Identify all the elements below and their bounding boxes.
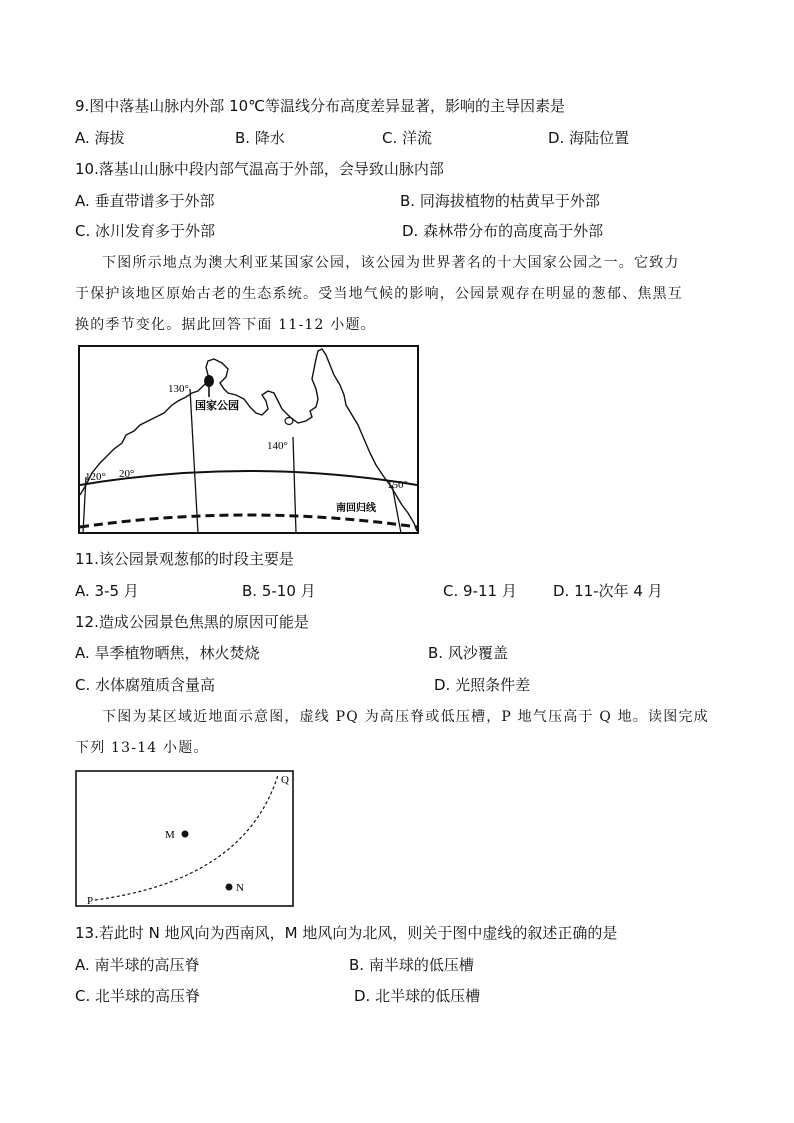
intro1-line-2: 于保护该地区原始古老的生态系统。受当地气候的影响，公园景观存在明显的葱郁、焦黑互 — [75, 286, 683, 302]
label-q: Q — [281, 774, 289, 786]
q10-stem: 10.落基山山脉中段内部气温高于外部，会导致山脉内部 — [75, 160, 444, 178]
q10-option-b: B. 同海拔植物的枯黄早于外部 — [400, 192, 600, 210]
australia-map — [78, 345, 420, 535]
q11-option-d: D. 11-次年 4 月 — [553, 582, 663, 600]
q9-option-a: A. 海拔 — [75, 129, 125, 147]
q10-option-a: A. 垂直带谱多于外部 — [75, 192, 215, 210]
point-m — [182, 831, 189, 838]
label-150: 150° — [387, 479, 408, 491]
label-m: M — [165, 829, 175, 841]
q9-option-b: B. 降水 — [235, 129, 285, 147]
intro1-line-1: 下图所示地点为澳大利亚某国家公园，该公园为世界著名的十大国家公园之一。它致力 — [102, 255, 680, 271]
intro1-line-3: 换的季节变化。据此回答下面 11-12 小题。 — [75, 317, 376, 333]
label-national-park: 国家公园 — [195, 400, 239, 412]
q10-option-c: C. 冰川发育多于外部 — [75, 222, 216, 240]
q9-option-d: D. 海陆位置 — [548, 129, 630, 147]
pq-diagram — [75, 770, 295, 908]
q11-option-b: B. 5-10 月 — [242, 582, 316, 600]
q12-stem: 12.造成公园景色焦黑的原因可能是 — [75, 613, 309, 631]
label-p: P — [87, 895, 94, 907]
q10-option-d: D. 森林带分布的高度高于外部 — [402, 222, 604, 240]
label-120: 120° — [85, 471, 106, 483]
q13-option-a: A. 南半球的高压脊 — [75, 956, 200, 974]
label-130: 130° — [168, 383, 189, 395]
diagram-frame — [76, 771, 293, 906]
q13-option-d: D. 北半球的低压槽 — [354, 987, 481, 1005]
small-island — [285, 418, 293, 425]
label-140: 140° — [267, 440, 288, 452]
q12-option-a: A. 旱季植物晒焦，林火焚烧 — [75, 644, 260, 662]
intro2-line-1: 下图为某区域近地面示意图，虚线 PQ 为高压脊或低压槽，P 地气压高于 Q 地。读图完成 — [102, 709, 709, 725]
q12-option-c: C. 水体腐殖质含量高 — [75, 676, 216, 694]
intro2-line-2: 下列 13-14 小题。 — [75, 740, 209, 756]
q13-stem: 13.若此时 N 地风向为西南风，M 地风向为北风，则关于图中虚线的叙述正确的是 — [75, 924, 618, 942]
label-n: N — [236, 882, 244, 894]
pq-diagram-figure — [75, 770, 295, 908]
q11-option-a: A. 3-5 月 — [75, 582, 139, 600]
label-tropic: 南回归线 — [336, 503, 376, 514]
q13-option-b: B. 南半球的低压槽 — [349, 956, 474, 974]
q12-option-b: B. 风沙覆盖 — [428, 644, 508, 662]
q11-option-c: C. 9-11 月 — [443, 582, 517, 600]
australia-map-figure — [78, 345, 420, 535]
label-20: 20° — [119, 468, 135, 480]
q12-option-d: D. 光照条件差 — [434, 676, 531, 694]
point-n — [226, 884, 233, 891]
q9-stem: 9.图中落基山脉内外部 10℃等温线分布高度差异显著，影响的主导因素是 — [75, 97, 566, 115]
q13-option-c: C. 北半球的高压脊 — [75, 987, 201, 1005]
q11-stem: 11.该公园景观葱郁的时段主要是 — [75, 550, 294, 568]
q9-option-c: C. 洋流 — [382, 129, 433, 147]
